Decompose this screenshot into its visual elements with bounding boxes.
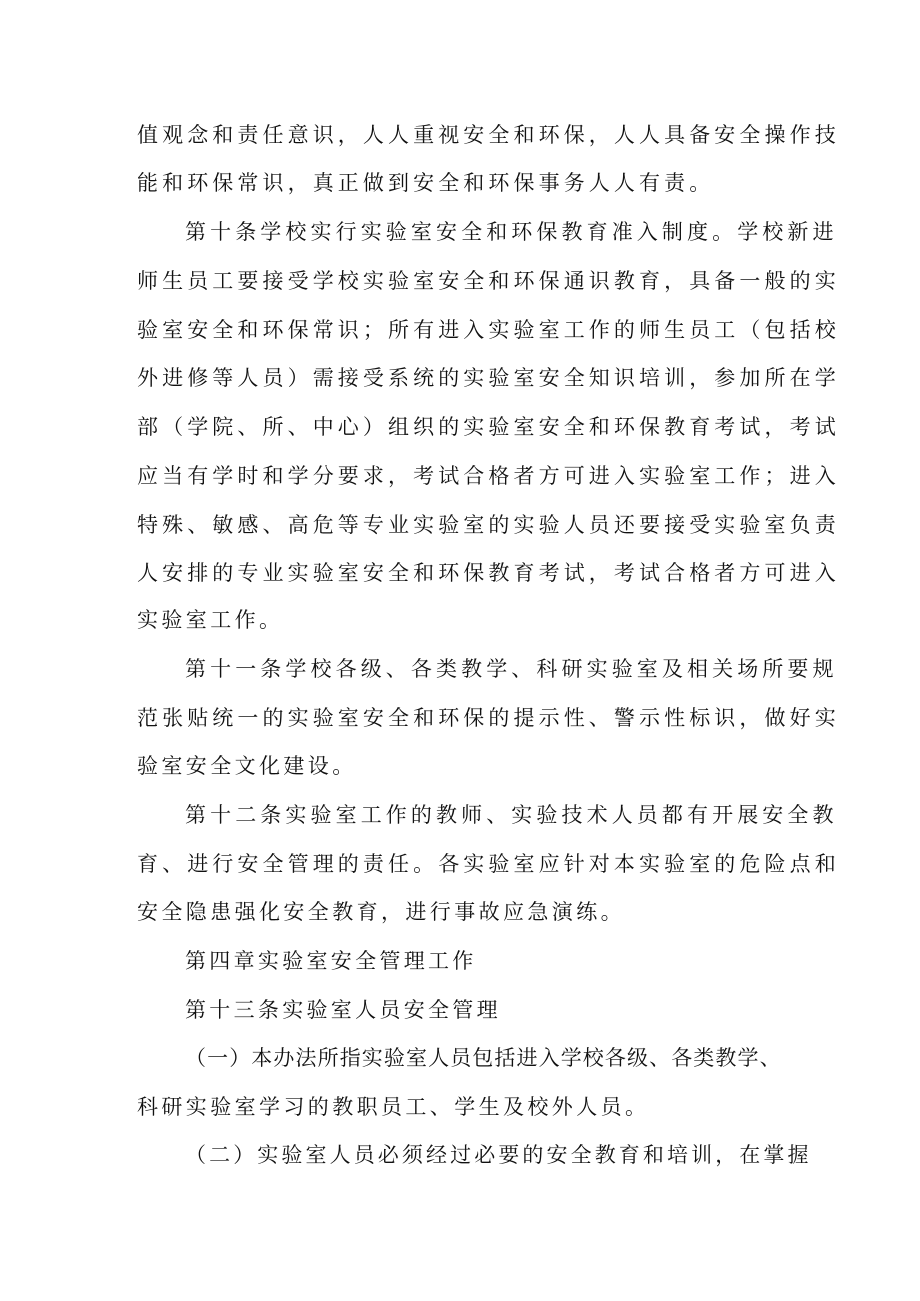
- text-line: 师生员工要接受学校实验室安全和环保通识教育，具备一般的实: [137, 269, 840, 293]
- text-line: 第十一条学校各级、各类教学、科研实验室及相关场所要规: [185, 657, 838, 681]
- text-line: 安全隐患强化安全教育，进行事故应急演练。: [137, 900, 625, 924]
- text-line: 特殊、敏感、高危等专业实验室的实验人员还要接受实验室负责: [137, 513, 840, 537]
- text-line: 育、进行安全管理的责任。各实验室应针对本实验室的危险点和: [137, 852, 840, 876]
- text-line: 值观念和责任意识，人人重视安全和环保，人人具备安全操作技: [137, 123, 840, 147]
- text-line: 验室安全文化建设。: [137, 754, 357, 778]
- text-line: 实验室工作。: [137, 608, 284, 632]
- text-line: 第十二条实验室工作的教师、实验技术人员都有开展安全教: [185, 803, 838, 827]
- text-line: 人安排的专业实验室安全和环保教育考试，考试合格者方可进入: [137, 561, 840, 585]
- text-line: 范张贴统一的实验室安全和环保的提示性、警示性标识，做好实: [137, 706, 840, 730]
- text-line: 验室安全和环保常识；所有进入实验室工作的师生员工（包括校: [137, 318, 840, 342]
- text-line: 外进修等人员）需接受系统的实验室安全知识培训，参加所在学: [137, 366, 840, 390]
- text-line: （二）实验室人员必须经过必要的安全教育和培训，在掌握: [185, 1143, 812, 1167]
- article-heading: 第十三条实验室人员安全管理: [185, 998, 501, 1022]
- text-line: 科研实验室学习的教职员工、学生及校外人员。: [137, 1095, 650, 1119]
- text-line: 能和环保常识，真正做到安全和环保事务人人有责。: [137, 171, 715, 195]
- text-line: 第十条学校实行实验室安全和环保教育准入制度。学校新进: [185, 220, 838, 244]
- text-line: （一）本办法所指实验室人员包括进入学校各级、各类教学、: [185, 1046, 782, 1070]
- chapter-heading: 第四章实验室安全管理工作: [185, 949, 477, 973]
- text-line: 部（学院、所、中心）组织的实验室安全和环保教育考试，考试: [137, 415, 840, 439]
- text-line: 应当有学时和学分要求，考试合格者方可进入实验室工作；进入: [137, 464, 840, 488]
